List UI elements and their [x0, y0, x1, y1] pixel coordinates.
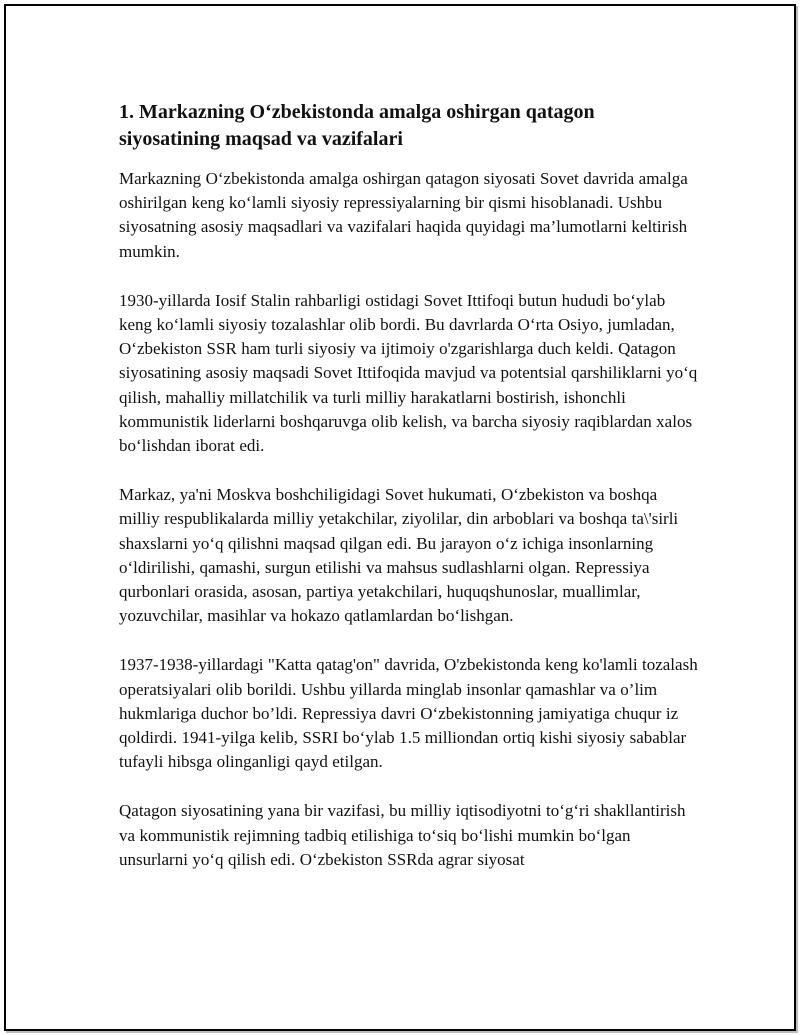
paragraph-great-purge: 1937-1938-yillardagi "Katta qatag'on" davrida, O'zbekistonda keng ko'lamli tozalash operatsiyalari olib borildi. Ushbu yillarda minglab insonlar qamashlar va o’lim hukmlariga duchor bo’ldi. Repressiya davri O‘zbekistonning jamiyatiga chuqur iz qoldirdi. 1941-yilga kelib, SSRI bo‘ylab 1.5 milliondan ortiq kishi siyosiy sabablar tufayli hibsga olinganligi qayd etilgan.: [119, 655, 698, 772]
paragraph-economy: Qatagon siyosatining yana bir vazifasi, bu milliy iqtisodiyotni to‘g‘ri shakllantirish va kommunistik rejimning tadbiq etilishiga to‘siq bo‘lishi mumkin bo‘lgan unsurlarni yo‘q qilish edi. O‘zbekiston SSRda agrar siyosat: [119, 801, 686, 869]
section-title: 1. Markazning O‘zbekistonda amalga oshirgan qatagon siyosatining maqsad va vazifalari: [119, 101, 595, 150]
paragraph-1930s: 1930-yillarda Iosif Stalin rahbarligi ostidagi Sovet Ittifoqi butun hududi bo‘ylab keng ko‘lamli siyosiy tozalashlar olib bordi. Bu davrlarda O‘rta Osiyo, jumladan, O‘zbekiston SSR ham turli siyosiy va ijtimoiy o'zgarishlarga duch keldi. Qatagon siyosatining asosiy maqsadi Sovet Ittifoqida mavjud va potentsial qarshiliklarni yo‘q qilish, mahalliy millatchilik va turli milliy harakatlarni bostirish, ishonchli kommunistik liderlarni boshqaruvga olib kelish, va barcha siyosiy raqiblardan xalos bo‘lishdan iborat edi.: [119, 290, 698, 456]
document-page: [4, 4, 796, 1031]
document-body: [119, 99, 699, 897]
paragraph-intro: Markazning O‘zbekistonda amalga oshirgan qatagon siyosati Sovet davrida amalga oshirilgan keng ko‘lamli siyosiy repressiyalarning bir qismi hisoblanadi. Ushbu siyosatning asosiy maqsadlari va vazifalari haqida quyidagi ma’lumotlarni keltirish mumkin.: [119, 169, 688, 261]
paragraph-moscow: Markaz, ya'ni Moskva boshchiligidagi Sovet hukumati, O‘zbekiston va boshqa milliy respublikalarda milliy yetakchilar, ziyolilar, din arboblari va boshqa ta\'sirli shaxslarni yo‘q qilishni maqsad qilgan edi. Bu jarayon o‘z ichiga insonlarning o‘ldirilishi, qamashi, surgun etilishi va mahsus sudlashlarni olgan. Repressiya qurbonlari orasida, asosan, partiya yetakchilari, huquqshunoslar, muallimlar, yozuvchilar, masihlar va hokazo qatlamlardan bo‘lishgan.: [119, 485, 679, 626]
